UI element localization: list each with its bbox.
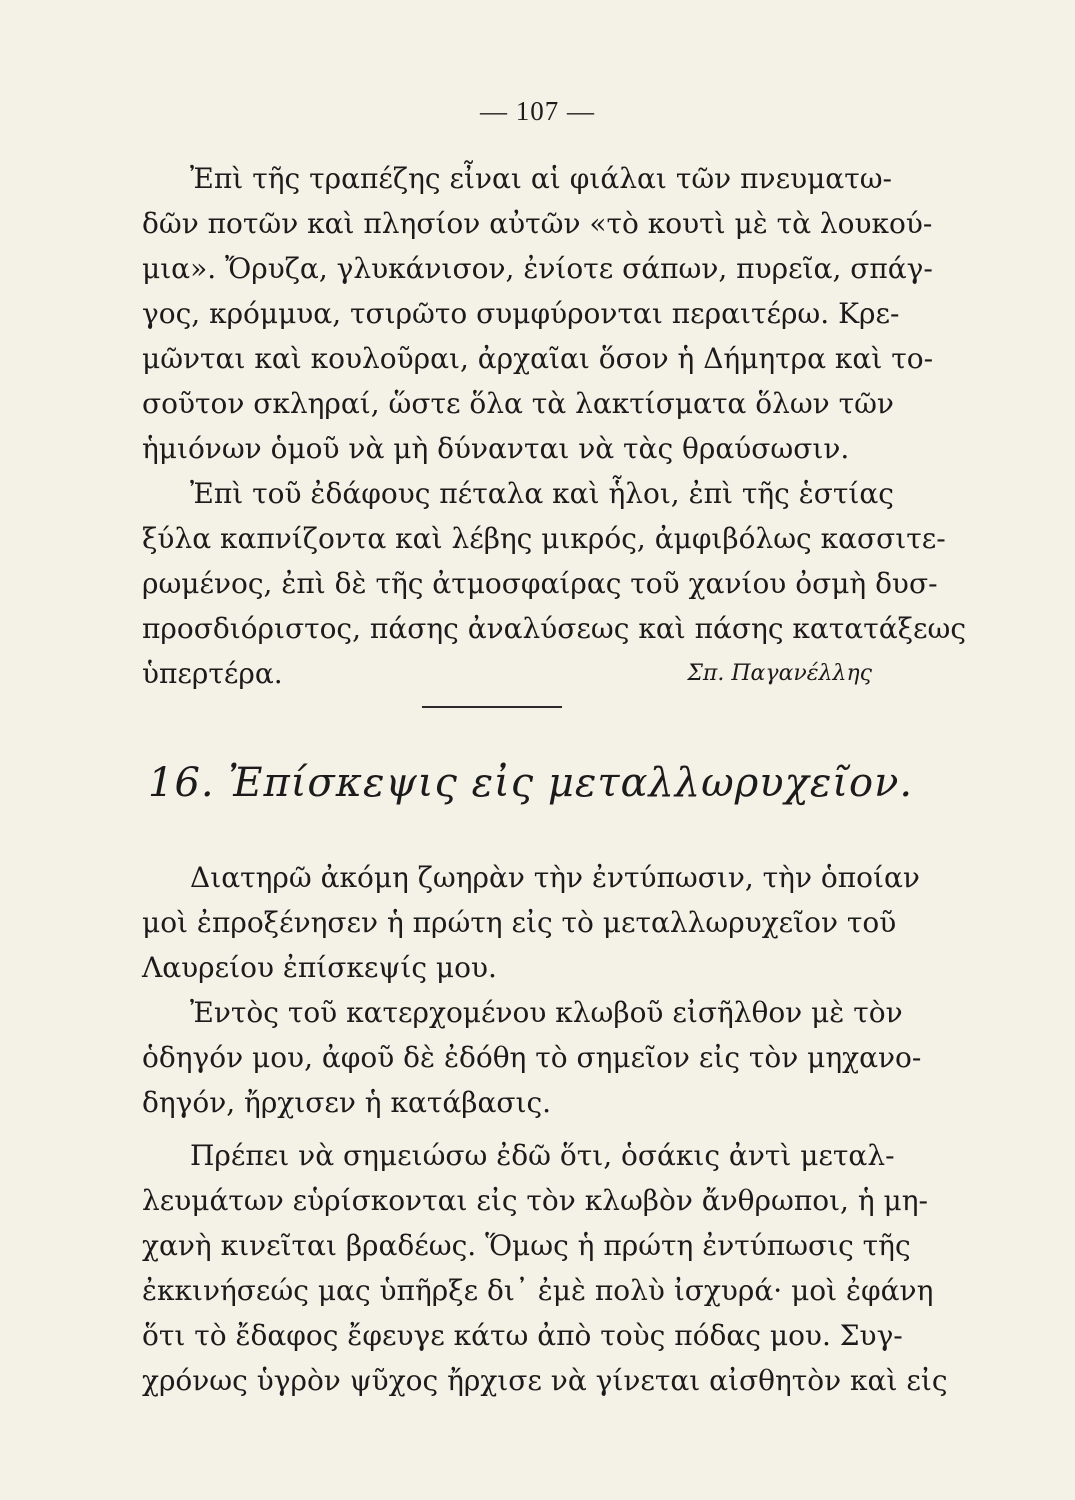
section-1-text <box>142 156 967 696</box>
page-number: — 107 — <box>480 96 595 126</box>
text-line: μια». Ὄρυζα, γλυκάνισον, ἐνίοτε σάπων, πυρεῖα, σπάγ- <box>142 252 933 285</box>
section-1-paragraph-2 <box>142 471 967 696</box>
text-line: Διατηρῶ ἀκόμη ζωηρὰν τὴν ἐντύπωσιν, τὴν ὁποίαν <box>190 861 920 894</box>
text-line: χανὴ κινεῖται βραδέως. Ὅμως ἡ πρώτη ἐντύπωσις τῆς <box>142 1229 911 1262</box>
text-line: Ἐπὶ τῆς τραπέζης εἶναι αἱ φιάλαι τῶν πνευματω- <box>190 162 892 195</box>
text-line: Ἐπὶ τοῦ ἐδάφους πέταλα καὶ ἧλοι, ἐπὶ τῆς ἑστίας <box>190 477 894 510</box>
text-line: ρωμένος, ἐπὶ δὲ τῆς ἀτμοσφαίρας τοῦ χανίου ὀσμὴ δυσ- <box>142 567 938 600</box>
text-line: προσδιόριστος, πάσης ἀναλύσεως καὶ πάσης κατατάξεως <box>142 612 967 645</box>
paragraph-gap <box>142 1125 892 1133</box>
text-line: δηγόν, ἤρχισεν ἡ κατάβασις. <box>142 1086 552 1119</box>
author-signature: Σπ. Παγανέλλης <box>687 661 872 686</box>
text-line: Πρέπει νὰ σημειώσω ἐδῶ ὅτι, ὁσάκις ἀντὶ μεταλ- <box>190 1139 895 1172</box>
section-2-paragraph-2 <box>142 990 922 1125</box>
section-2-paragraph-1 <box>142 855 920 990</box>
text-line: Ἐντὸς τοῦ κατερχομένου κλωβοῦ εἰσῆλθον μὲ τὸν <box>190 996 903 1029</box>
chapter-heading: 16. Ἐπίσκεψις εἰς μεταλλωρυχεῖον. <box>148 760 914 806</box>
text-line: Λαυρείου ἐπίσκεψίς μου. <box>142 951 497 984</box>
text-line: ὑπερτέρα. <box>142 657 283 690</box>
text-line: γος, κρόμμυα, τσιρῶτο συμφύρονται περαιτέρω. Κρε- <box>142 297 900 330</box>
text-line: ἡμιόνων ὁμοῦ νὰ μὴ δύνανται νὰ τὰς θραύσωσιν. <box>142 432 850 465</box>
section-2-text <box>142 855 948 1403</box>
section-2-paragraph-3 <box>142 1133 948 1403</box>
text-line: μοὶ ἐπροξένησεν ἡ πρώτη εἰς τὸ μεταλλωρυχεῖον τοῦ <box>142 906 897 939</box>
text-line: ὅτι τὸ ἔδαφος ἔφευγε κάτω ἀπὸ τοὺς πόδας μου. Συγ- <box>142 1319 903 1352</box>
text-line: ἐκκινήσεώς μας ὑπῆρξε δι᾽ ἐμὲ πολὺ ἰσχυρά· μοὶ ἐφάνη <box>142 1274 934 1307</box>
text-line: ὁδηγόν μου, ἀφοῦ δὲ ἐδόθη τὸ σημεῖον εἰς τὸν μηχανο- <box>142 1041 922 1074</box>
text-line: χρόνως ὑγρὸν ψῦχος ἤρχισε νὰ γίνεται αἰσθητὸν καὶ εἰς <box>142 1364 948 1397</box>
text-line: δῶν ποτῶν καὶ πλησίον αὐτῶν «τὸ κουτὶ μὲ τὰ λουκού- <box>142 207 933 240</box>
text-line: ξύλα καπνίζοντα καὶ λέβης μικρός, ἀμφιβόλως κασσιτε- <box>142 522 946 555</box>
text-line: μῶνται καὶ κουλοῦραι, ἀρχαῖαι ὅσον ἡ Δήμητρα καὶ το- <box>142 342 934 375</box>
section-1-paragraph-1 <box>142 156 934 471</box>
section-divider <box>422 706 562 708</box>
text-line: λευμάτων εὑρίσκονται εἰς τὸν κλωβὸν ἄνθρωποι, ἡ μη- <box>142 1184 928 1217</box>
text-line: σοῦτον σκληραί, ὥστε ὅλα τὰ λακτίσματα ὅλων τῶν <box>142 387 894 420</box>
text-line-with-signature <box>142 651 892 696</box>
